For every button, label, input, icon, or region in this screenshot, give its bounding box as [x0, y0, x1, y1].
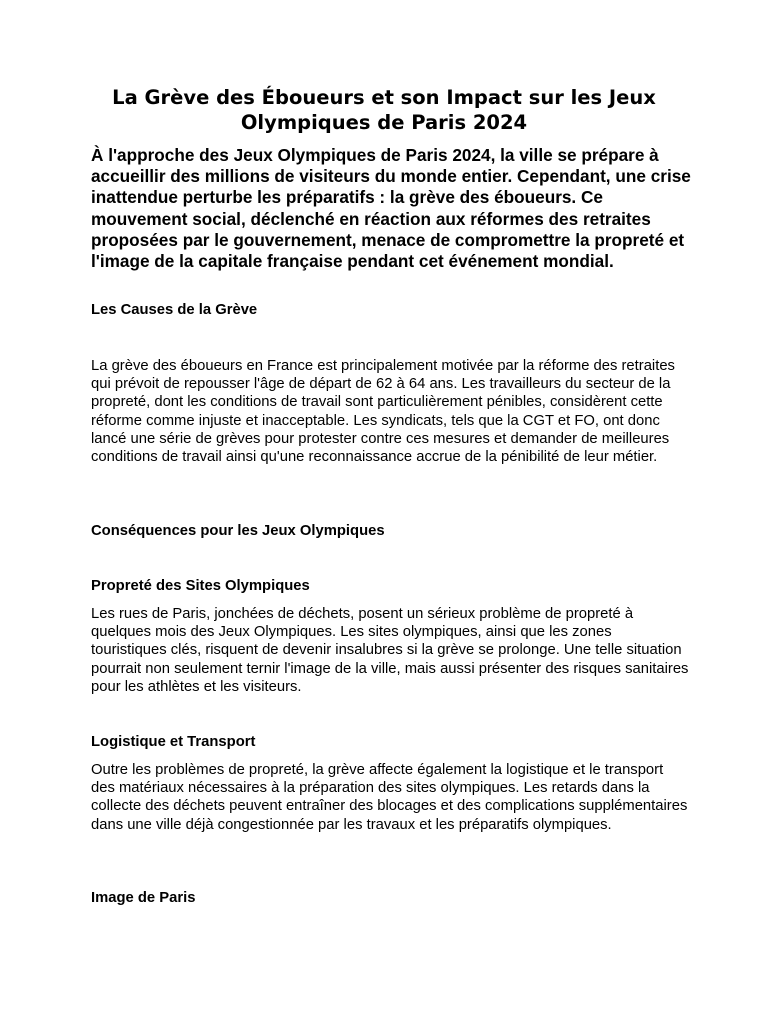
document-title: La Grève des Éboueurs et son Impact sur les Jeux Olympiques de Paris 2024 [112, 86, 656, 134]
heading-image-paris: Image de Paris [91, 890, 196, 906]
paragraph-logistique: Outre les problèmes de propreté, la grève affecte également la logistique et le transport des matériaux nécessaires à la préparation des sites olympiques. Les retards dans la collecte des déchets peuvent entraîner des blocages et des complications supplémentaires dans une ville déjà congestionnée par les travaux et les préparatifs olympiques. [91, 762, 688, 833]
heading-consequences: Conséquences pour les Jeux Olympiques [91, 523, 385, 539]
heading-causes: Les Causes de la Grève [91, 302, 258, 318]
heading-logistique: Logistique et Transport [91, 734, 256, 750]
intro-paragraph: À l'approche des Jeux Olympiques de Paris 2024, la ville se prépare à accueillir des millions de visiteurs du monde entier. Cependant, une crise inattendue perturbe les préparatifs : la grève des éboueurs. Ce mouvement social, déclenché en réaction aux réformes des retraites proposées par le gouvernement, menace de compromettre la propreté et l'image de la capitale française pendant cet événement mondial. [91, 145, 691, 272]
paragraph-causes: La grève des éboueurs en France est principalement motivée par la réforme des retraites qui prévoit de repousser l'âge de départ de 62 à 64 ans. Les travailleurs du secteur de la propreté, dont les conditions de travail sont particulièrement pénibles, considèrent cette réforme comme injuste et inacceptable. Les syndicats, tels que la CGT et FO, ont donc lancé une série de grèves pour protester contre ces mesures et demander de meilleures conditions de travail ainsi qu'une reconnaissance accrue de la pénibilité de leur métier. [91, 358, 675, 466]
heading-proprete: Propreté des Sites Olympiques [91, 578, 310, 594]
paragraph-proprete: Les rues de Paris, jonchées de déchets, posent un sérieux problème de propreté à quelques mois des Jeux Olympiques. Les sites olympiques, ainsi que les zones touristiques clés, risquent de devenir insalubres si la grève se prolonge. Une telle situation pourrait non seulement ternir l'image de la ville, mais aussi présenter des risques sanitaires pour les athlètes et les visiteurs. [91, 606, 689, 695]
